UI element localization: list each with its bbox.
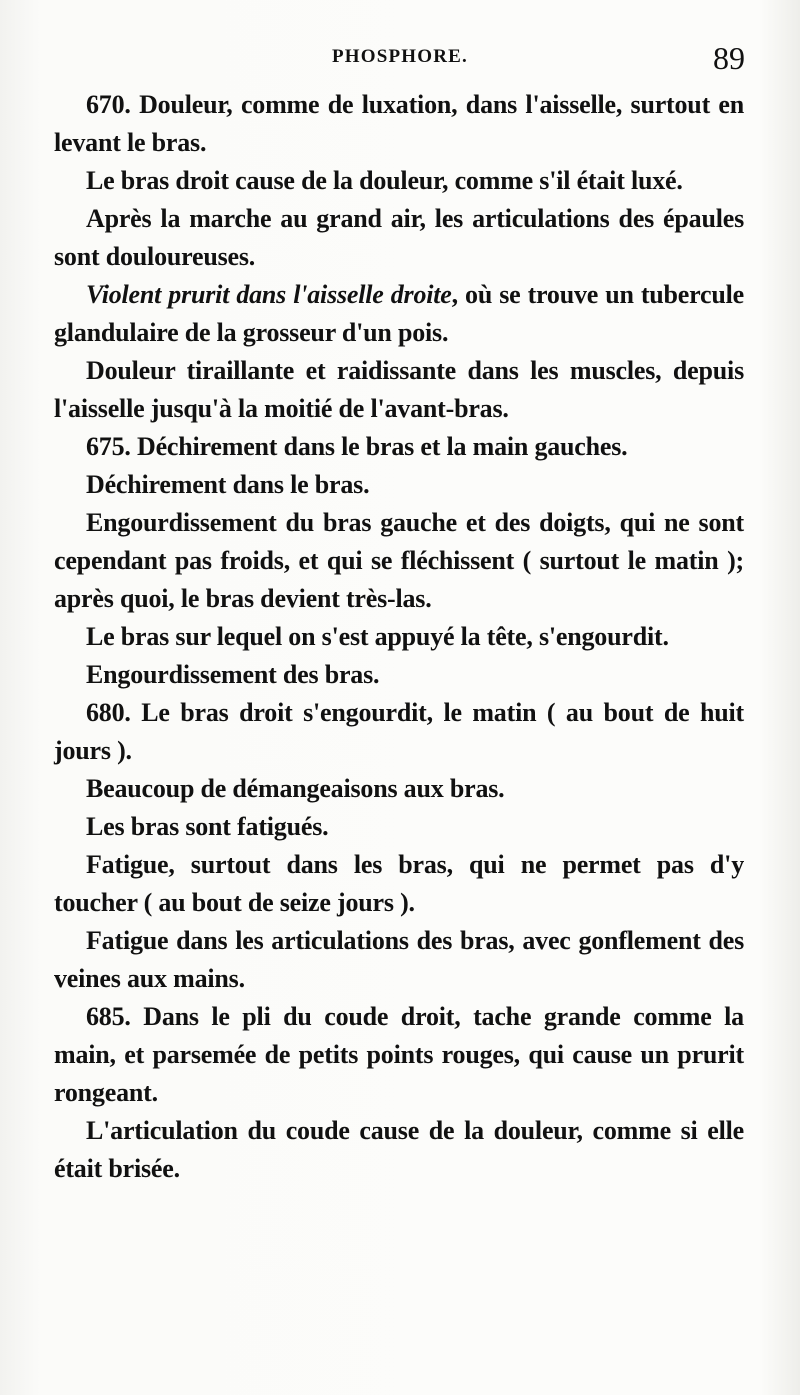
- running-head: PHOSPHORE.: [331, 46, 469, 67]
- paragraph-670: 670. Douleur, comme de luxation, dans l'aisselle, surtout en levant le bras.: [54, 90, 744, 157]
- paragraph-680: 680. Le bras droit s'engourdit, le matin ( au bout de huit jours ).: [54, 698, 744, 765]
- paragraph: Engourdissement du bras gauche et des doigts, qui ne sont cependant pas froids, et qui se fléchissent ( surtout le matin ); après quoi, le bras devient très-las.: [54, 508, 744, 613]
- italic-phrase: Violent prurit dans l'aisselle droite: [86, 280, 452, 309]
- paragraph: Fatigue, surtout dans les bras, qui ne permet pas d'y toucher ( au bout de seize jours ).: [54, 850, 744, 917]
- paragraph: Beaucoup de démangeaisons aux bras.: [86, 774, 505, 803]
- paragraph: Déchirement dans le bras.: [86, 470, 370, 499]
- paragraph: Le bras droit cause de la douleur, comme s'il était luxé.: [86, 166, 683, 195]
- paragraph-685: 685. Dans le pli du coude droit, tache grande comme la main, et parsemée de petits points rouges, qui cause un prurit rongeant.: [54, 1002, 744, 1107]
- paragraph: Après la marche au grand air, les articulations des épaules sont douloureuses.: [54, 204, 744, 271]
- paragraph: Les bras sont fatigués.: [86, 812, 329, 841]
- paragraph: L'articulation du coude cause de la douleur, comme si elle était brisée.: [54, 1116, 744, 1183]
- page-number: 89: [713, 40, 745, 76]
- paragraph-675: 675. Déchirement dans le bras et la main gauches.: [86, 432, 628, 461]
- paragraph: Douleur tiraillante et raidissante dans les muscles, depuis l'aisselle jusqu'à la moitié de l'avant-bras.: [54, 356, 744, 423]
- page-header: [55, 40, 745, 84]
- paragraph: Violent prurit dans l'aisselle droite, où se trouve un tubercule glandulaire de la grosseur d'un pois.: [54, 280, 744, 347]
- paragraph: Fatigue dans les articulations des bras, avec gonflement des veines aux mains.: [54, 926, 744, 993]
- paragraph: Le bras sur lequel on s'est appuyé la tête, s'engourdit.: [86, 622, 669, 651]
- body-text: [54, 86, 744, 1188]
- paragraph: Engourdissement des bras.: [86, 660, 380, 689]
